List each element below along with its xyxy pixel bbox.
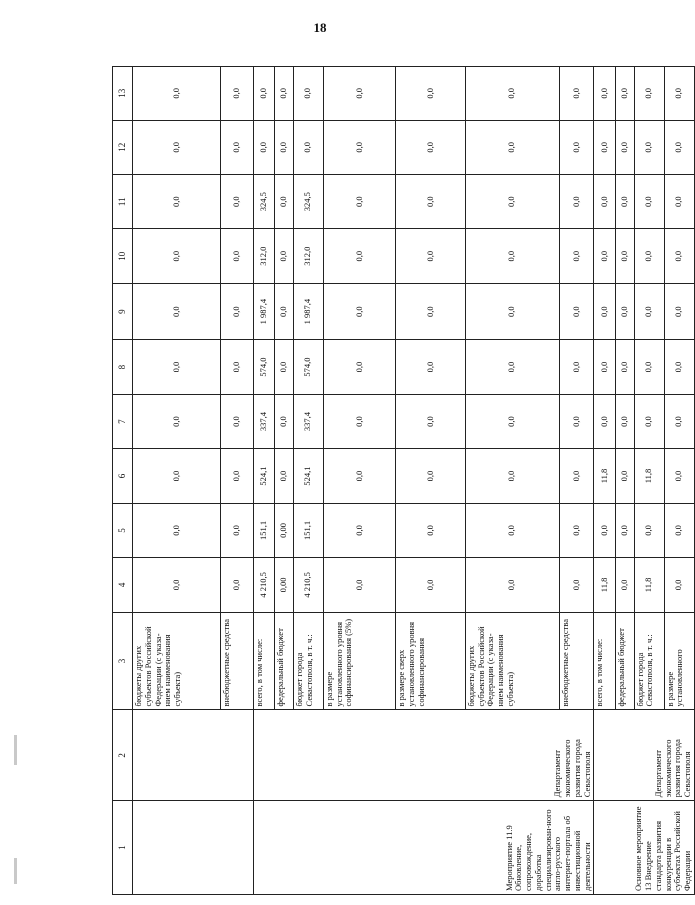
- value-cell: 0,0: [664, 120, 694, 174]
- value-cell: 0,0: [396, 175, 466, 229]
- value-cell: 0,0: [275, 67, 294, 121]
- funding-source-cell: бюджеты других субъектов Российской Федерации (с указа-нием наименования субъекта): [465, 612, 559, 710]
- value-cell: 0,0: [221, 449, 253, 503]
- value-cell: 0,0: [634, 229, 664, 283]
- value-cell: 0,0: [275, 340, 294, 394]
- value-cell: 0,0: [133, 283, 221, 339]
- value-cell: 0,0: [275, 394, 294, 448]
- funding-source-cell: внебюджетные средства: [221, 612, 253, 710]
- value-cell: 0,0: [396, 558, 466, 612]
- value-cell: 11,8: [594, 558, 615, 612]
- value-cell: 0,0: [323, 67, 395, 121]
- column-header: 10: [113, 229, 133, 283]
- column-header: 2: [113, 710, 133, 801]
- value-cell: 0,0: [396, 283, 466, 339]
- value-cell: 0,0: [133, 558, 221, 612]
- column-header: 7: [113, 394, 133, 448]
- funding-source-cell: всего, в том числе:: [594, 612, 615, 710]
- value-cell: 0,0: [275, 120, 294, 174]
- value-cell: 337,4: [253, 394, 274, 448]
- value-cell: 0,0: [664, 175, 694, 229]
- funding-source-cell: всего, в том числе:: [253, 612, 274, 710]
- column-header: 6: [113, 449, 133, 503]
- value-cell: 0,0: [465, 67, 559, 121]
- value-cell: 0,0: [634, 394, 664, 448]
- value-cell: 0,0: [615, 503, 634, 557]
- funding-source-cell: в размере сверх установленного уровня софинансирования: [396, 612, 466, 710]
- value-cell: 0,0: [664, 283, 694, 339]
- value-cell: 312,0: [253, 229, 274, 283]
- value-cell: 0,0: [594, 67, 615, 121]
- value-cell: 0,0: [664, 394, 694, 448]
- value-cell: 0,0: [559, 283, 594, 339]
- value-cell: 0,0: [615, 67, 634, 121]
- value-cell: 0,0: [323, 340, 395, 394]
- value-cell: 0,0: [465, 394, 559, 448]
- value-cell: 0,0: [615, 175, 634, 229]
- column-header: 11: [113, 175, 133, 229]
- value-cell: 0,0: [221, 558, 253, 612]
- value-cell: 0,0: [465, 229, 559, 283]
- value-cell: 0,0: [293, 67, 323, 121]
- value-cell: 11,8: [594, 449, 615, 503]
- funding-source-cell: бюджет города Севастополя, в т. ч.:: [293, 612, 323, 710]
- value-cell: 0,0: [559, 503, 594, 557]
- value-cell: 11,8: [634, 558, 664, 612]
- value-cell: 0,0: [664, 67, 694, 121]
- value-cell: 0,0: [221, 175, 253, 229]
- header-row: [113, 67, 133, 895]
- scan-mark: [14, 735, 17, 765]
- funding-source-cell: федеральный бюджет: [275, 612, 294, 710]
- value-cell: 0,0: [465, 503, 559, 557]
- value-cell: 0,0: [559, 229, 594, 283]
- column-header: 4: [113, 558, 133, 612]
- value-cell: 0,0: [634, 120, 664, 174]
- page-number: 18: [313, 20, 327, 35]
- value-cell: 0,0: [559, 175, 594, 229]
- value-cell: 0,0: [664, 229, 694, 283]
- value-cell: 0,0: [275, 449, 294, 503]
- value-cell: 0,0: [275, 175, 294, 229]
- value-cell: 0,0: [634, 340, 664, 394]
- funding-source-cell: в размере установленного: [664, 612, 694, 710]
- value-cell: 324,5: [293, 175, 323, 229]
- rotated-table-container: [112, 66, 695, 895]
- value-cell: 0,0: [133, 175, 221, 229]
- value-cell: 0,0: [133, 340, 221, 394]
- value-cell: 0,0: [323, 120, 395, 174]
- funding-source-cell: федеральный бюджет: [615, 612, 634, 710]
- column-header: 9: [113, 283, 133, 339]
- column-header: 13: [113, 67, 133, 121]
- value-cell: 0,0: [323, 283, 395, 339]
- value-cell: 0,0: [221, 340, 253, 394]
- value-cell: 0,0: [559, 67, 594, 121]
- value-cell: 0,0: [133, 67, 221, 121]
- table-row: [133, 67, 221, 895]
- value-cell: 337,4: [293, 394, 323, 448]
- value-cell: 0,0: [465, 120, 559, 174]
- value-cell: 524,1: [253, 449, 274, 503]
- value-cell: 0,00: [275, 558, 294, 612]
- value-cell: 0,0: [594, 340, 615, 394]
- department-cell: Департамент экономического развития города Севастополя: [253, 710, 594, 801]
- value-cell: 0,0: [323, 449, 395, 503]
- department-cell: Департамент экономического развития города Севастополя: [594, 710, 695, 801]
- value-cell: 0,0: [465, 283, 559, 339]
- value-cell: 0,0: [559, 449, 594, 503]
- value-cell: 524,1: [293, 449, 323, 503]
- value-cell: 0,0: [133, 120, 221, 174]
- column-header: 5: [113, 503, 133, 557]
- column-header: 3: [113, 612, 133, 710]
- value-cell: 574,0: [293, 340, 323, 394]
- value-cell: 0,0: [323, 394, 395, 448]
- value-cell: 0,0: [396, 229, 466, 283]
- value-cell: 0,0: [594, 229, 615, 283]
- funding-source-cell: внебюджетные средства: [559, 612, 594, 710]
- value-cell: 0,0: [253, 120, 274, 174]
- value-cell: 4 210,5: [293, 558, 323, 612]
- value-cell: 0,0: [615, 558, 634, 612]
- value-cell: 0,0: [594, 394, 615, 448]
- value-cell: 0,0: [594, 283, 615, 339]
- value-cell: 0,0: [396, 394, 466, 448]
- value-cell: 0,0: [133, 449, 221, 503]
- value-cell: 0,0: [133, 229, 221, 283]
- table-row: [253, 67, 274, 895]
- value-cell: 0,0: [594, 120, 615, 174]
- value-cell: 0,0: [323, 503, 395, 557]
- value-cell: 0,0: [396, 67, 466, 121]
- value-cell: 0,0: [615, 394, 634, 448]
- value-cell: 0,0: [664, 503, 694, 557]
- value-cell: 0,0: [221, 229, 253, 283]
- value-cell: 0,0: [559, 340, 594, 394]
- column-header: 8: [113, 340, 133, 394]
- value-cell: 0,0: [615, 120, 634, 174]
- value-cell: 0,0: [664, 340, 694, 394]
- funding-source-cell: бюджет города Севастополя, в т. ч.:: [634, 612, 664, 710]
- value-cell: 0,0: [396, 340, 466, 394]
- funding-source-cell: бюджеты других субъектов Российской Федерации (с указа-нием наименования субъекта): [133, 612, 221, 710]
- value-cell: 0,0: [133, 503, 221, 557]
- value-cell: 151,1: [293, 503, 323, 557]
- value-cell: 11,8: [634, 449, 664, 503]
- value-cell: 0,0: [664, 449, 694, 503]
- value-cell: 0,0: [275, 229, 294, 283]
- value-cell: 0,0: [221, 283, 253, 339]
- value-cell: 0,0: [323, 175, 395, 229]
- value-cell: 1 987,4: [253, 283, 274, 339]
- value-cell: 4 210,5: [253, 558, 274, 612]
- value-cell: 0,0: [396, 120, 466, 174]
- value-cell: 0,0: [634, 175, 664, 229]
- scan-mark: [14, 858, 17, 884]
- value-cell: 0,0: [615, 229, 634, 283]
- value-cell: 0,0: [559, 120, 594, 174]
- value-cell: 574,0: [253, 340, 274, 394]
- value-cell: 0,0: [323, 558, 395, 612]
- value-cell: 0,0: [559, 558, 594, 612]
- value-cell: 0,0: [594, 503, 615, 557]
- department-cell: [133, 710, 254, 801]
- value-cell: 312,0: [293, 229, 323, 283]
- value-cell: 0,0: [221, 67, 253, 121]
- value-cell: 0,0: [634, 67, 664, 121]
- value-cell: 0,0: [634, 283, 664, 339]
- value-cell: 151,1: [253, 503, 274, 557]
- value-cell: 0,0: [323, 229, 395, 283]
- column-header: 12: [113, 120, 133, 174]
- value-cell: 0,0: [221, 503, 253, 557]
- value-cell: 0,0: [594, 175, 615, 229]
- value-cell: 1 987,4: [293, 283, 323, 339]
- value-cell: 0,0: [465, 558, 559, 612]
- value-cell: 0,0: [634, 503, 664, 557]
- value-cell: 0,0: [559, 394, 594, 448]
- value-cell: 0,0: [465, 449, 559, 503]
- value-cell: 0,0: [133, 394, 221, 448]
- value-cell: 0,0: [465, 340, 559, 394]
- value-cell: 0,0: [396, 503, 466, 557]
- value-cell: 0,0: [615, 283, 634, 339]
- value-cell: 324,5: [253, 175, 274, 229]
- value-cell: 0,0: [615, 340, 634, 394]
- value-cell: 0,0: [275, 283, 294, 339]
- value-cell: 0,0: [293, 120, 323, 174]
- value-cell: 0,0: [615, 449, 634, 503]
- value-cell: 0,00: [275, 503, 294, 557]
- value-cell: 0,0: [664, 558, 694, 612]
- value-cell: 0,0: [253, 67, 274, 121]
- column-header: 1: [113, 801, 133, 895]
- measure-name-cell: [133, 801, 254, 895]
- funding-source-cell: в размере установленного уровня софинансирования (5%): [323, 612, 395, 710]
- value-cell: 0,0: [465, 175, 559, 229]
- financing-table: [112, 66, 695, 895]
- value-cell: 0,0: [396, 449, 466, 503]
- table-row: [594, 67, 615, 895]
- value-cell: 0,0: [221, 394, 253, 448]
- measure-name-cell: Основное мероприятие 13 Внедрение стандарта развития конкуренции в субъектах Российской Федерации: [594, 801, 695, 895]
- value-cell: 0,0: [221, 120, 253, 174]
- measure-name-cell: Мероприятие 11.9 Обновление, сопровождение, доработка специализирован-ного англо-русского интернет-портала об инвестиционной деятельности: [253, 801, 594, 895]
